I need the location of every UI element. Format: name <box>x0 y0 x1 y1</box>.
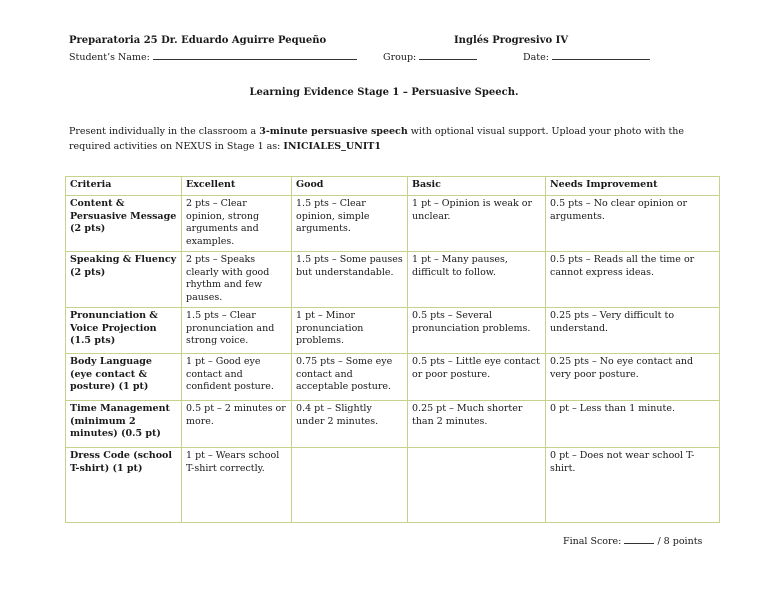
final-score-blank[interactable] <box>624 534 654 544</box>
excellent-cell: 1.5 pts – Clear pronunciation and strong voice. <box>182 308 292 354</box>
needs-improvement-cell: 0.25 pts – No eye contact and very poor posture. <box>546 354 720 401</box>
criteria-cell: Pronunciation & Voice Projection (1.5 pts) <box>66 308 182 354</box>
group-label: Group: <box>383 52 417 63</box>
basic-cell: 0.5 pts – Several pronunciation problems. <box>408 308 546 354</box>
student-name-label: Student’s Name: <box>69 52 150 63</box>
basic-cell: 1 pt – Opinion is weak or unclear. <box>408 196 546 252</box>
criteria-cell: Body Language (eye contact & posture) (1 pt) <box>66 354 182 401</box>
date-label: Date: <box>523 52 549 63</box>
group-blank[interactable] <box>419 50 477 60</box>
rubric-row <box>66 448 720 523</box>
column-header: Good <box>292 177 408 196</box>
column-header: Basic <box>408 177 546 196</box>
date-blank[interactable] <box>552 50 650 60</box>
needs-improvement-cell: 0 pt – Less than 1 minute. <box>546 401 720 448</box>
final-score-row <box>563 534 702 547</box>
intro-bold-1: 3-minute persuasive speech <box>259 126 408 137</box>
rubric-row <box>66 308 720 354</box>
needs-improvement-cell: 0 pt – Does not wear school T-shirt. <box>546 448 720 523</box>
intro-text-2: with optional visual support. Upload your photo with the required activities on NEXUS in Stage 1 as: <box>69 126 685 152</box>
excellent-cell: 1 pt – Wears school T-shirt correctly. <box>182 448 292 523</box>
excellent-cell: 2 pts – Clear opinion, strong arguments and examples. <box>182 196 292 252</box>
student-name-blank[interactable] <box>153 50 357 60</box>
rubric-table <box>65 176 720 523</box>
final-score-label: Final Score: <box>563 536 622 547</box>
criteria-cell: Content & Persuasive Message (2 pts) <box>66 196 182 252</box>
final-score-suffix: / 8 points <box>657 536 703 547</box>
good-cell: 1 pt – Minor pronunciation problems. <box>292 308 408 354</box>
rubric-row <box>66 401 720 448</box>
instructions-paragraph <box>69 124 709 154</box>
intro-bold-2: INICIALES_UNIT1 <box>283 141 381 152</box>
basic-cell <box>408 448 546 523</box>
good-cell: 0.4 pt – Slightly under 2 minutes. <box>292 401 408 448</box>
basic-cell: 0.5 pts – Little eye contact or poor posture. <box>408 354 546 401</box>
intro-text-1: Present individually in the classroom a <box>69 126 260 137</box>
needs-improvement-cell: 0.5 pts – No clear opinion or arguments. <box>546 196 720 252</box>
excellent-cell: 0.5 pt – 2 minutes or more. <box>182 401 292 448</box>
group-row <box>383 50 477 63</box>
course-name: Inglés Progresivo IV <box>454 35 569 46</box>
good-cell: 1.5 pts – Some pauses but understandable. <box>292 252 408 308</box>
basic-cell: 0.25 pt – Much shorter than 2 minutes. <box>408 401 546 448</box>
good-cell: 1.5 pts – Clear opinion, simple arguments. <box>292 196 408 252</box>
excellent-cell: 1 pt – Good eye contact and confident posture. <box>182 354 292 401</box>
needs-improvement-cell: 0.5 pts – Reads all the time or cannot express ideas. <box>546 252 720 308</box>
rubric-row <box>66 252 720 308</box>
basic-cell: 1 pt – Many pauses, difficult to follow. <box>408 252 546 308</box>
rubric-row <box>66 354 720 401</box>
rubric-row <box>66 196 720 252</box>
column-header: Excellent <box>182 177 292 196</box>
date-row <box>523 50 650 63</box>
school-name: Preparatoria 25 Dr. Eduardo Aguirre Pequeño <box>69 35 327 46</box>
criteria-cell: Time Management (minimum 2 minutes) (0.5 pt) <box>66 401 182 448</box>
criteria-cell: Speaking & Fluency (2 pts) <box>66 252 182 308</box>
criteria-cell: Dress Code (school T-shirt) (1 pt) <box>66 448 182 523</box>
good-cell <box>292 448 408 523</box>
column-header: Needs Improvement <box>546 177 720 196</box>
excellent-cell: 2 pts – Speaks clearly with good rhythm and few pauses. <box>182 252 292 308</box>
document-title: Learning Evidence Stage 1 – Persuasive Speech. <box>249 87 519 98</box>
rubric-header-row <box>66 177 720 196</box>
student-name-row <box>69 50 357 63</box>
needs-improvement-cell: 0.25 pts – Very difficult to understand. <box>546 308 720 354</box>
good-cell: 0.75 pts – Some eye contact and acceptable posture. <box>292 354 408 401</box>
column-header: Criteria <box>66 177 182 196</box>
